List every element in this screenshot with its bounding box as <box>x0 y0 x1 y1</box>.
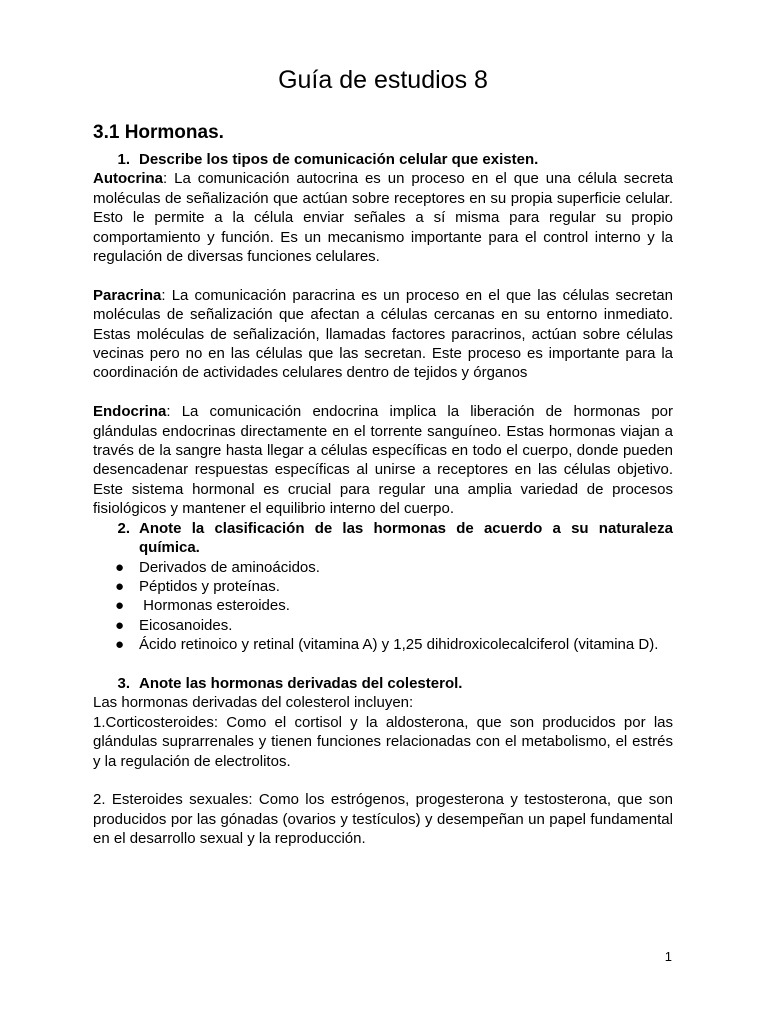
hormone-classification-list <box>93 558 673 655</box>
term-autocrina: Autocrina <box>93 170 164 188</box>
bullet-icon: ● <box>115 577 125 595</box>
q3-intro: Las hormonas derivadas del colesterol incluyen: <box>93 694 414 712</box>
paragraph-paracrina <box>93 286 673 383</box>
bullet-icon: ● <box>115 597 125 615</box>
list-item <box>93 596 673 615</box>
body-paracrina: : La comunicación paracrina es un proceso en el que las células secretan moléculas de señalización que afectan a células cercanas en su entorno inmediato. Estas moléculas de señalización, llamadas factores paracrinos, actúan sobre células vecinas pero no en las células que las secretan. Este proceso es importante para la coordinación de actividades celulares dentro de tejidos y órganos <box>93 286 673 382</box>
term-endocrina: Endocrina <box>93 403 167 421</box>
document-body <box>93 150 673 849</box>
bullet-icon: ● <box>115 616 125 634</box>
question-text: Describe los tipos de comunicación celular que existen. <box>139 151 539 168</box>
list-item <box>93 558 673 577</box>
question-3 <box>93 674 673 693</box>
list-item <box>93 616 673 635</box>
question-1 <box>93 150 673 169</box>
paragraph-autocrina <box>93 169 673 266</box>
list-item-text: Ácido retinoico y retinal (vitamina A) y 1,25 dihidroxicolecalciferol (vitamina D). <box>139 636 659 654</box>
body-autocrina: : La comunicación autocrina es un proceso en el que una célula secreta moléculas de señalización que actúan sobre receptores en su propia superficie celular. Esto le permite a la célula enviar señales a sí misma para regular su propio comportamiento y función. Es un mecanismo importante para el control interno y la regulación de diversas funciones celulares. <box>93 170 673 266</box>
question-text: Anote las hormonas derivadas del colesterol. <box>139 674 463 692</box>
section-title: 3.1 Hormonas. <box>93 122 224 143</box>
question-text: Anote la clasificación de las hormonas de acuerdo a su naturaleza química. <box>139 519 673 557</box>
list-item-text: Eicosanoides. <box>139 616 233 634</box>
list-item <box>93 635 673 654</box>
bullet-icon: ● <box>115 558 125 576</box>
list-item-text: Derivados de aminoácidos. <box>139 558 320 576</box>
term-paracrina: Paracrina <box>93 286 162 304</box>
question-number: 1. <box>117 151 130 168</box>
question-number: 3. <box>117 674 130 692</box>
document-title: Guía de estudios 8 <box>278 66 488 94</box>
q3-item-esteroides-sexuales: 2. Esteroides sexuales: Como los estrógenos, progesterona y testosterona, que son producidos por las gónadas (ovarios y testículos) y desempeñan un papel fundamental en el desarrollo sexual y la reproducción. <box>93 791 673 848</box>
q3-item-corticosteroides: 1.Corticosteroides: Como el cortisol y la aldosterona, que son producidos por las glándulas suprarrenales y tienen funciones relacionadas con el metabolismo, el estrés y la regulación de electrolitos. <box>93 713 673 770</box>
question-2 <box>93 519 673 558</box>
body-endocrina: : La comunicación endocrina implica la liberación de hormonas por glándulas endocrinas directamente en el torrente sanguíneo. Estas hormonas viajan a través de la sangre hasta llegar a células específicas en todo el cuerpo, donde pueden desencadenar respuestas específicas al unirse a receptores en las células objetivo. Este sistema hormonal es crucial para regular una amplia variedad de procesos fisiológicos y mantener el equilibrio interno del cuerpo. <box>93 403 673 518</box>
paragraph-endocrina <box>93 402 673 518</box>
question-number: 2. <box>117 519 130 537</box>
list-item-text: Hormonas esteroides. <box>139 597 290 615</box>
page-number: 1 <box>664 949 672 964</box>
list-item-text: Péptidos y proteínas. <box>139 577 280 595</box>
bullet-icon: ● <box>115 636 125 654</box>
list-item <box>93 577 673 596</box>
